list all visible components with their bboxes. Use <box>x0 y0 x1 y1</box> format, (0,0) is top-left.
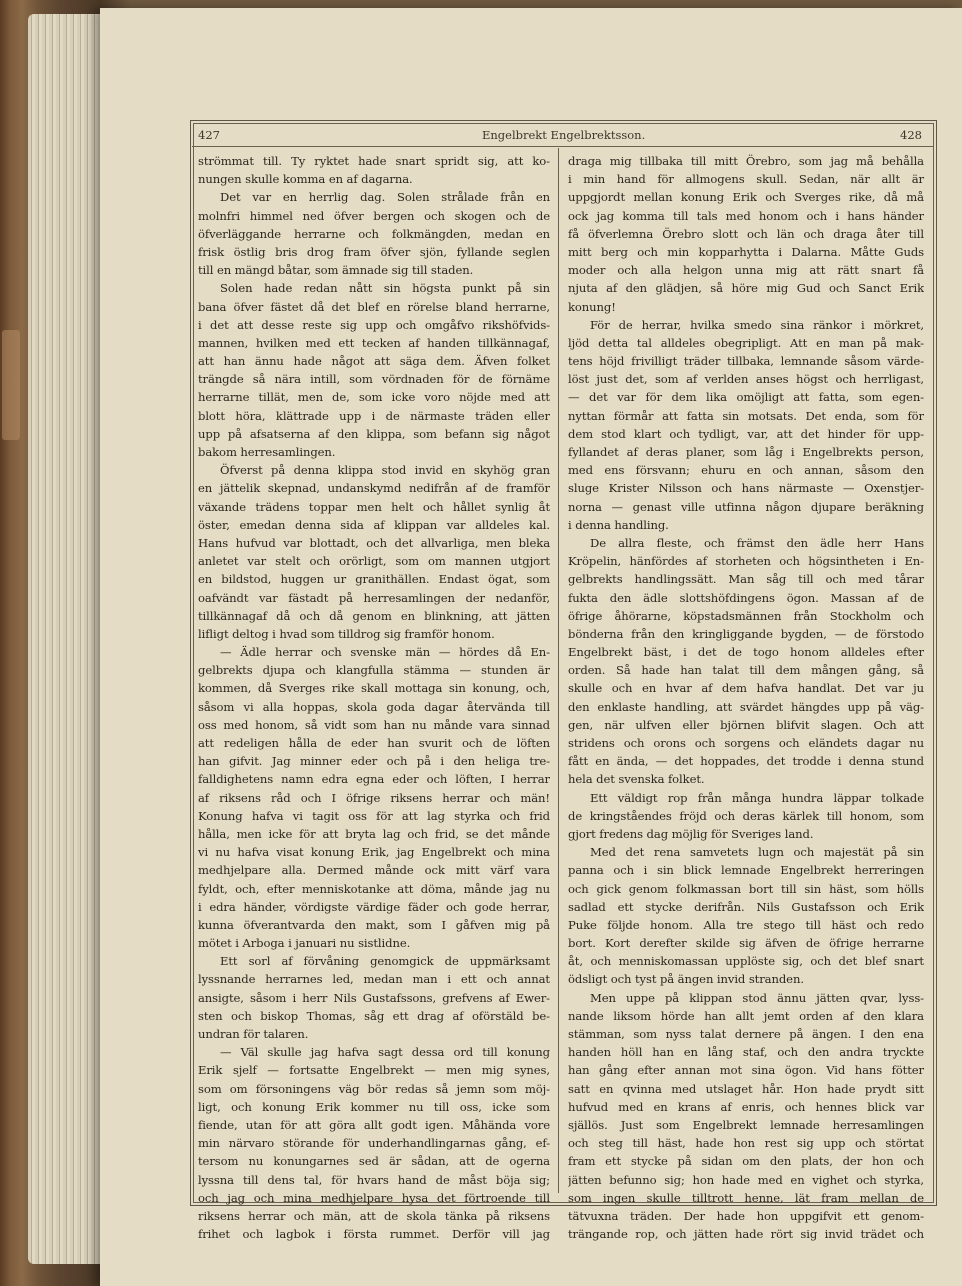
text-line: trängande rop, och jätten hade rört sig invid trädet och <box>568 1227 924 1242</box>
text-line: satt en qvinna med utslaget hår. Hon hade prydt sitt <box>568 1081 924 1096</box>
text-line: moder och alla helgon unna mig att rätt snart få <box>568 263 924 278</box>
text-line: anletet var stelt och orörligt, som om mannen utgjort <box>198 554 550 569</box>
text-line: gelbrekts handlingssätt. Man såg till och med tårar <box>568 572 924 587</box>
text-line: såsom vi alla hoppas, skola goda dagar återvända till <box>198 699 550 714</box>
text-line: de kringståendes fröjd och deras kärlek till honom, som <box>568 808 924 823</box>
text-line: nungen skulle komma en af dagarna. <box>198 172 413 187</box>
text-line: som ingen skulle tilltrott henne, lät fram mellan de <box>568 1190 924 1205</box>
text-line: stämman, som nyss talat dernere på ängen. I den ena <box>568 1027 924 1041</box>
text-line: som om försoningens väg bör redas så jemn som möj- <box>198 1081 550 1096</box>
text-line: han gifvit. Jag minner eder och på i den heliga tre- <box>198 754 550 769</box>
text-line: i min hand för allmogens skull. Sedan, när allt är <box>568 172 924 187</box>
text-line: fyldt, och, efter menniskotanke att döma, månde jag nu <box>198 881 550 896</box>
running-title: Engelbrekt Engelbrektsson. <box>482 128 646 142</box>
text-line: molnfri himmel ned öfver bergen och skogen och de <box>198 208 550 223</box>
text-line: — det var för dem lika omöjligt att fatta, som egen- <box>568 390 924 405</box>
text-line: bort. Kort derefter skilde sig äfven de öfrige herrarne <box>568 936 924 951</box>
text-line: upp på afsatserna af den klippa, som befann sig något <box>198 426 550 441</box>
text-line: själlös. Just som Engelbrekt lemnade herresamlingen <box>568 1117 924 1132</box>
text-line: sadlad ett stycke derifrån. Nils Gustafsson och Erik <box>568 899 924 914</box>
text-line: blott höra, klättrade upp i de närmaste träden eller <box>198 408 550 423</box>
text-line: nyttan förmår att fatta sin motsats. Det enda, som för <box>568 408 924 423</box>
text-line: falldighetens namn edra egna eder och löften, I herrar <box>198 772 550 787</box>
text-line: bana öfver fästet då det blef en rörelse bland herrarne, <box>198 299 550 314</box>
text-line: Hans hufvud var blottadt, och det allvarliga, men bleka <box>198 535 550 550</box>
text-line: Kröpelin, hänfördes af storheten och högsintheten i En- <box>568 554 924 569</box>
text-line: ansigte, såsom i herr Nils Gustafssons, grefvens af Ewer- <box>198 990 550 1005</box>
text-line: norna — genast ville utfinna någon djupare beräkning <box>568 499 924 514</box>
text-line: tersom nu konungarnes sed är sådan, att de ogerna <box>198 1154 550 1169</box>
text-line: få öfverlemna Örebro slott och län och draga åter till <box>568 226 924 241</box>
text-line: med ens försvann; ehuru en och annan, såsom den <box>568 463 924 478</box>
text-line: gelbrekts djupa och klangfulla stämma — stunden är <box>198 663 550 678</box>
text-line: Solen hade redan nått sin högsta punkt på sin <box>220 281 550 296</box>
text-line: Puke följde honom. Alla tre stego till häst och redo <box>568 917 924 932</box>
text-line: till en mängd båtar, som ämnade sig till staden. <box>198 263 474 278</box>
text-line: hela det svenska folket. <box>568 772 705 787</box>
text-line: och steg till häst, hade hon rest sig upp och störtat <box>568 1136 924 1151</box>
text-line: min närvaro störande för underhandlingarnas gång, ef- <box>198 1136 550 1151</box>
text-line: jätten befunno sig; hon hade med en vighet och styrka, <box>568 1172 924 1187</box>
text-line: dem stod klart och tydligt, var, att det hinder för upp- <box>568 426 924 441</box>
text-line: bönderna från den kringliggande bygden, — de förstodo <box>568 626 924 641</box>
text-line: öfrige åhörarne, köpstadsmännen från Stockholm och <box>568 608 924 623</box>
text-line: öster, emedan denna sida af klippan var alldeles kal. <box>198 517 550 532</box>
text-line: åt, och menniskomassan upplöste sig, och det blef snart <box>568 954 924 969</box>
right-text-column <box>568 152 924 1243</box>
left-text-column <box>198 152 550 1243</box>
page-number-right: 428 <box>900 128 922 142</box>
text-line: oss med honom, så vidt som han nu månde vara sinnad <box>198 717 550 732</box>
text-line: tillkännagaf då och då genom en blinkning, att jätten <box>198 608 550 623</box>
text-line: ödsligt och tyst på ängen invid stranden. <box>568 972 804 987</box>
text-line: vi nu hafva visat konung Erik, jag Engelbrekt och mina <box>198 845 550 860</box>
text-line: uppgjordt mellan konung Erik och Sverges rike, då må <box>568 190 924 205</box>
text-line: en jättelik skepnad, undanskymd nedifrån af de framför <box>198 481 550 496</box>
text-line: Det var en herrlig dag. Solen strålade från en <box>220 190 550 205</box>
header-rule <box>192 146 933 147</box>
text-line: oafvändt var fästadt på herresamlingen der nedanför, <box>198 590 550 605</box>
text-line: en bildstod, huggen ur granithällen. Endast ögat, som <box>198 572 550 587</box>
text-line: konung! <box>568 299 616 314</box>
text-line: undran för talaren. <box>198 1027 309 1041</box>
text-line: lyssna till dens tal, för hvars hand de måst böja sig; <box>198 1172 550 1187</box>
text-line: Men uppe på klippan stod ännu jätten qvar, lyss- <box>590 990 924 1005</box>
text-line: och gick genom folkmassan bort till sin häst, som hölls <box>568 881 924 896</box>
text-line: fyllandet af deras planer, som låg i Engelbrekts person, <box>568 445 924 459</box>
text-line: ligt, och konung Erik kommer nu till oss, icke som <box>198 1099 550 1114</box>
text-line: Ett väldigt rop från många hundra läppar tolkade <box>590 790 924 805</box>
text-line: kunna öfverantvarda den makt, som I gåfven mig på <box>198 917 550 932</box>
text-line: — Väl skulle jag hafva sagt dessa ord till konung <box>220 1045 550 1060</box>
text-line: mitt berg och min kopparhytta i Dalarna. Måtte Guds <box>568 244 924 259</box>
text-line: Engelbrekt bäst, i det de togo honom alldeles efter <box>568 645 924 660</box>
text-line: lyssnande herrarnes led, medan man i ett och annat <box>198 972 550 987</box>
text-line: fram ett stycke på sidan om den plats, der hon och <box>568 1154 924 1169</box>
text-line: sluge Krister Nilsson och hans närmaste — Oxenstjer- <box>568 481 924 496</box>
text-line: i denna handling. <box>568 517 669 532</box>
text-line: kommen, då Sverges rike skall mottaga sin konung, och, <box>198 681 550 696</box>
text-line: öfverläggande herrarne och folkmängden, medan en <box>198 226 550 241</box>
text-line: För de herrar, hvilka smedo sina ränkor i mörkret, <box>590 317 924 332</box>
text-line: gjort fredens dag möjlig för Sveriges land. <box>568 826 814 841</box>
text-line: tens höjd frivilligt träder tillbaka, lemnande såsom värde- <box>568 354 924 369</box>
text-line: panna och i sin blick lemnade Engelbrekt herreringen <box>568 863 924 878</box>
text-line: trängde så nära intill, som vördnaden för de förnäme <box>198 372 550 387</box>
text-line: Ett sorl af förvåning genomgick de uppmärksamt <box>220 954 550 969</box>
text-line: — Ädle herrar och svenske män — hördes då En- <box>220 645 550 660</box>
page-number-left: 427 <box>198 128 220 142</box>
text-line: den enklaste handling, att svärdet hängdes upp på väg- <box>568 699 924 714</box>
text-line: växande trädens toppar men helt och hållet synlig åt <box>198 499 550 514</box>
text-line: sten och biskop Thomas, såg ett drag af oförstäld be- <box>198 1008 550 1023</box>
text-line: strömmat till. Ty ryktet hade snart spridt sig, att ko- <box>198 154 550 168</box>
text-line: mötet i Arboga i januari nu sistlidne. <box>198 936 411 951</box>
text-line: Konung hafva vi tagit oss för att lag styrka och frid <box>198 808 550 823</box>
text-line: orden. Så hade han talat till dem mången gång, så <box>568 663 924 678</box>
text-line: herrarne tillät, men de, som icke voro nöjde med att <box>198 390 550 405</box>
text-line: fått en ända, — det hoppades, det trodde i denna stund <box>568 754 924 769</box>
text-line: tätvuxna träden. Der hade hon uppgifvit ett genom- <box>568 1208 924 1223</box>
text-line: Öfverst på denna klippa stod invid en skyhög gran <box>220 463 550 478</box>
text-line: löst just det, som af verlden anses högst och herrligast, <box>568 372 924 387</box>
text-line: stridens och orons och sorgens och eländets dagar nu <box>568 736 924 750</box>
text-line: att han ännu hade något att säga dem. Äfven folket <box>198 354 550 369</box>
text-line: lifligt deltog i hvad som tilldrog sig framför honom. <box>198 626 495 641</box>
cover-wear-mark <box>2 330 20 440</box>
text-line: han gång efter annan mot sina ögon. Vid hans fötter <box>568 1063 924 1078</box>
text-line: nande liksom hörde han allt jemt orden af den klara <box>568 1008 924 1023</box>
text-line: njuta af den glädjen, så höre mig Gud och Sanct Erik <box>568 281 924 296</box>
text-line: frihet och lagbok i första rummet. Derför vill jag <box>198 1227 550 1242</box>
text-line: De allra fleste, och främst den ädle herr Hans <box>590 535 924 550</box>
column-rule <box>558 148 559 1193</box>
text-line: att redeligen hålla de eder han svurit och de löften <box>198 736 550 750</box>
text-line: och jag och mina medhjelpare hysa det förtroende till <box>198 1190 550 1205</box>
text-line: hufvud med en krans af enris, och hennes blick var <box>568 1099 924 1114</box>
text-line: i edra händer, vördigste värdige fäder och gode herrar, <box>198 899 550 914</box>
text-line: ock jag komma till tals med honom och i hans händer <box>568 208 924 223</box>
text-line: hålla, men icke för att bryta lag och frid, se det månde <box>198 826 550 841</box>
text-line: i det att desse reste sig upp och omgåfvo rikshöfvids- <box>198 317 550 332</box>
text-line: riksens herrar och män, att de skola tänka på riksens <box>198 1208 550 1223</box>
text-line: fiende, utan för att göra allt godt igen. Måhända vore <box>198 1117 550 1132</box>
text-line: Erik sjelf — fortsatte Engelbrekt — men mig synes, <box>198 1063 550 1078</box>
text-line: gen, när ulfven eller björnen blifvit slagen. Och att <box>568 717 924 732</box>
text-line: handen höll han en lång staf, och den andra tryckte <box>568 1045 924 1060</box>
text-line: af riksens råd och I öfrige riksens herrar och män! <box>198 790 550 805</box>
text-line: mannen, hvilken med ett tecken af handen tillkännagaf, <box>198 335 550 350</box>
text-line: skulle och en hvar af dem hafva handlat. Det var ju <box>568 681 924 696</box>
text-line: fukta den ädle slottshöfdingens ögon. Massan af de <box>568 590 924 605</box>
text-line: frisk östlig bris drog fram öfver sjön, fyllande seglen <box>198 244 550 259</box>
text-line: ljöd detta tal alldeles obegripligt. Att en man på mak- <box>568 335 924 350</box>
text-line: draga mig tillbaka till mitt Örebro, som jag må behålla <box>568 154 924 168</box>
text-line: Med det rena samvetets lugn och majestät på sin <box>590 845 924 860</box>
text-line: bakom herresamlingen. <box>198 445 336 459</box>
text-line: medhjelpare alla. Dermed månde ock mitt värf vara <box>198 863 550 878</box>
